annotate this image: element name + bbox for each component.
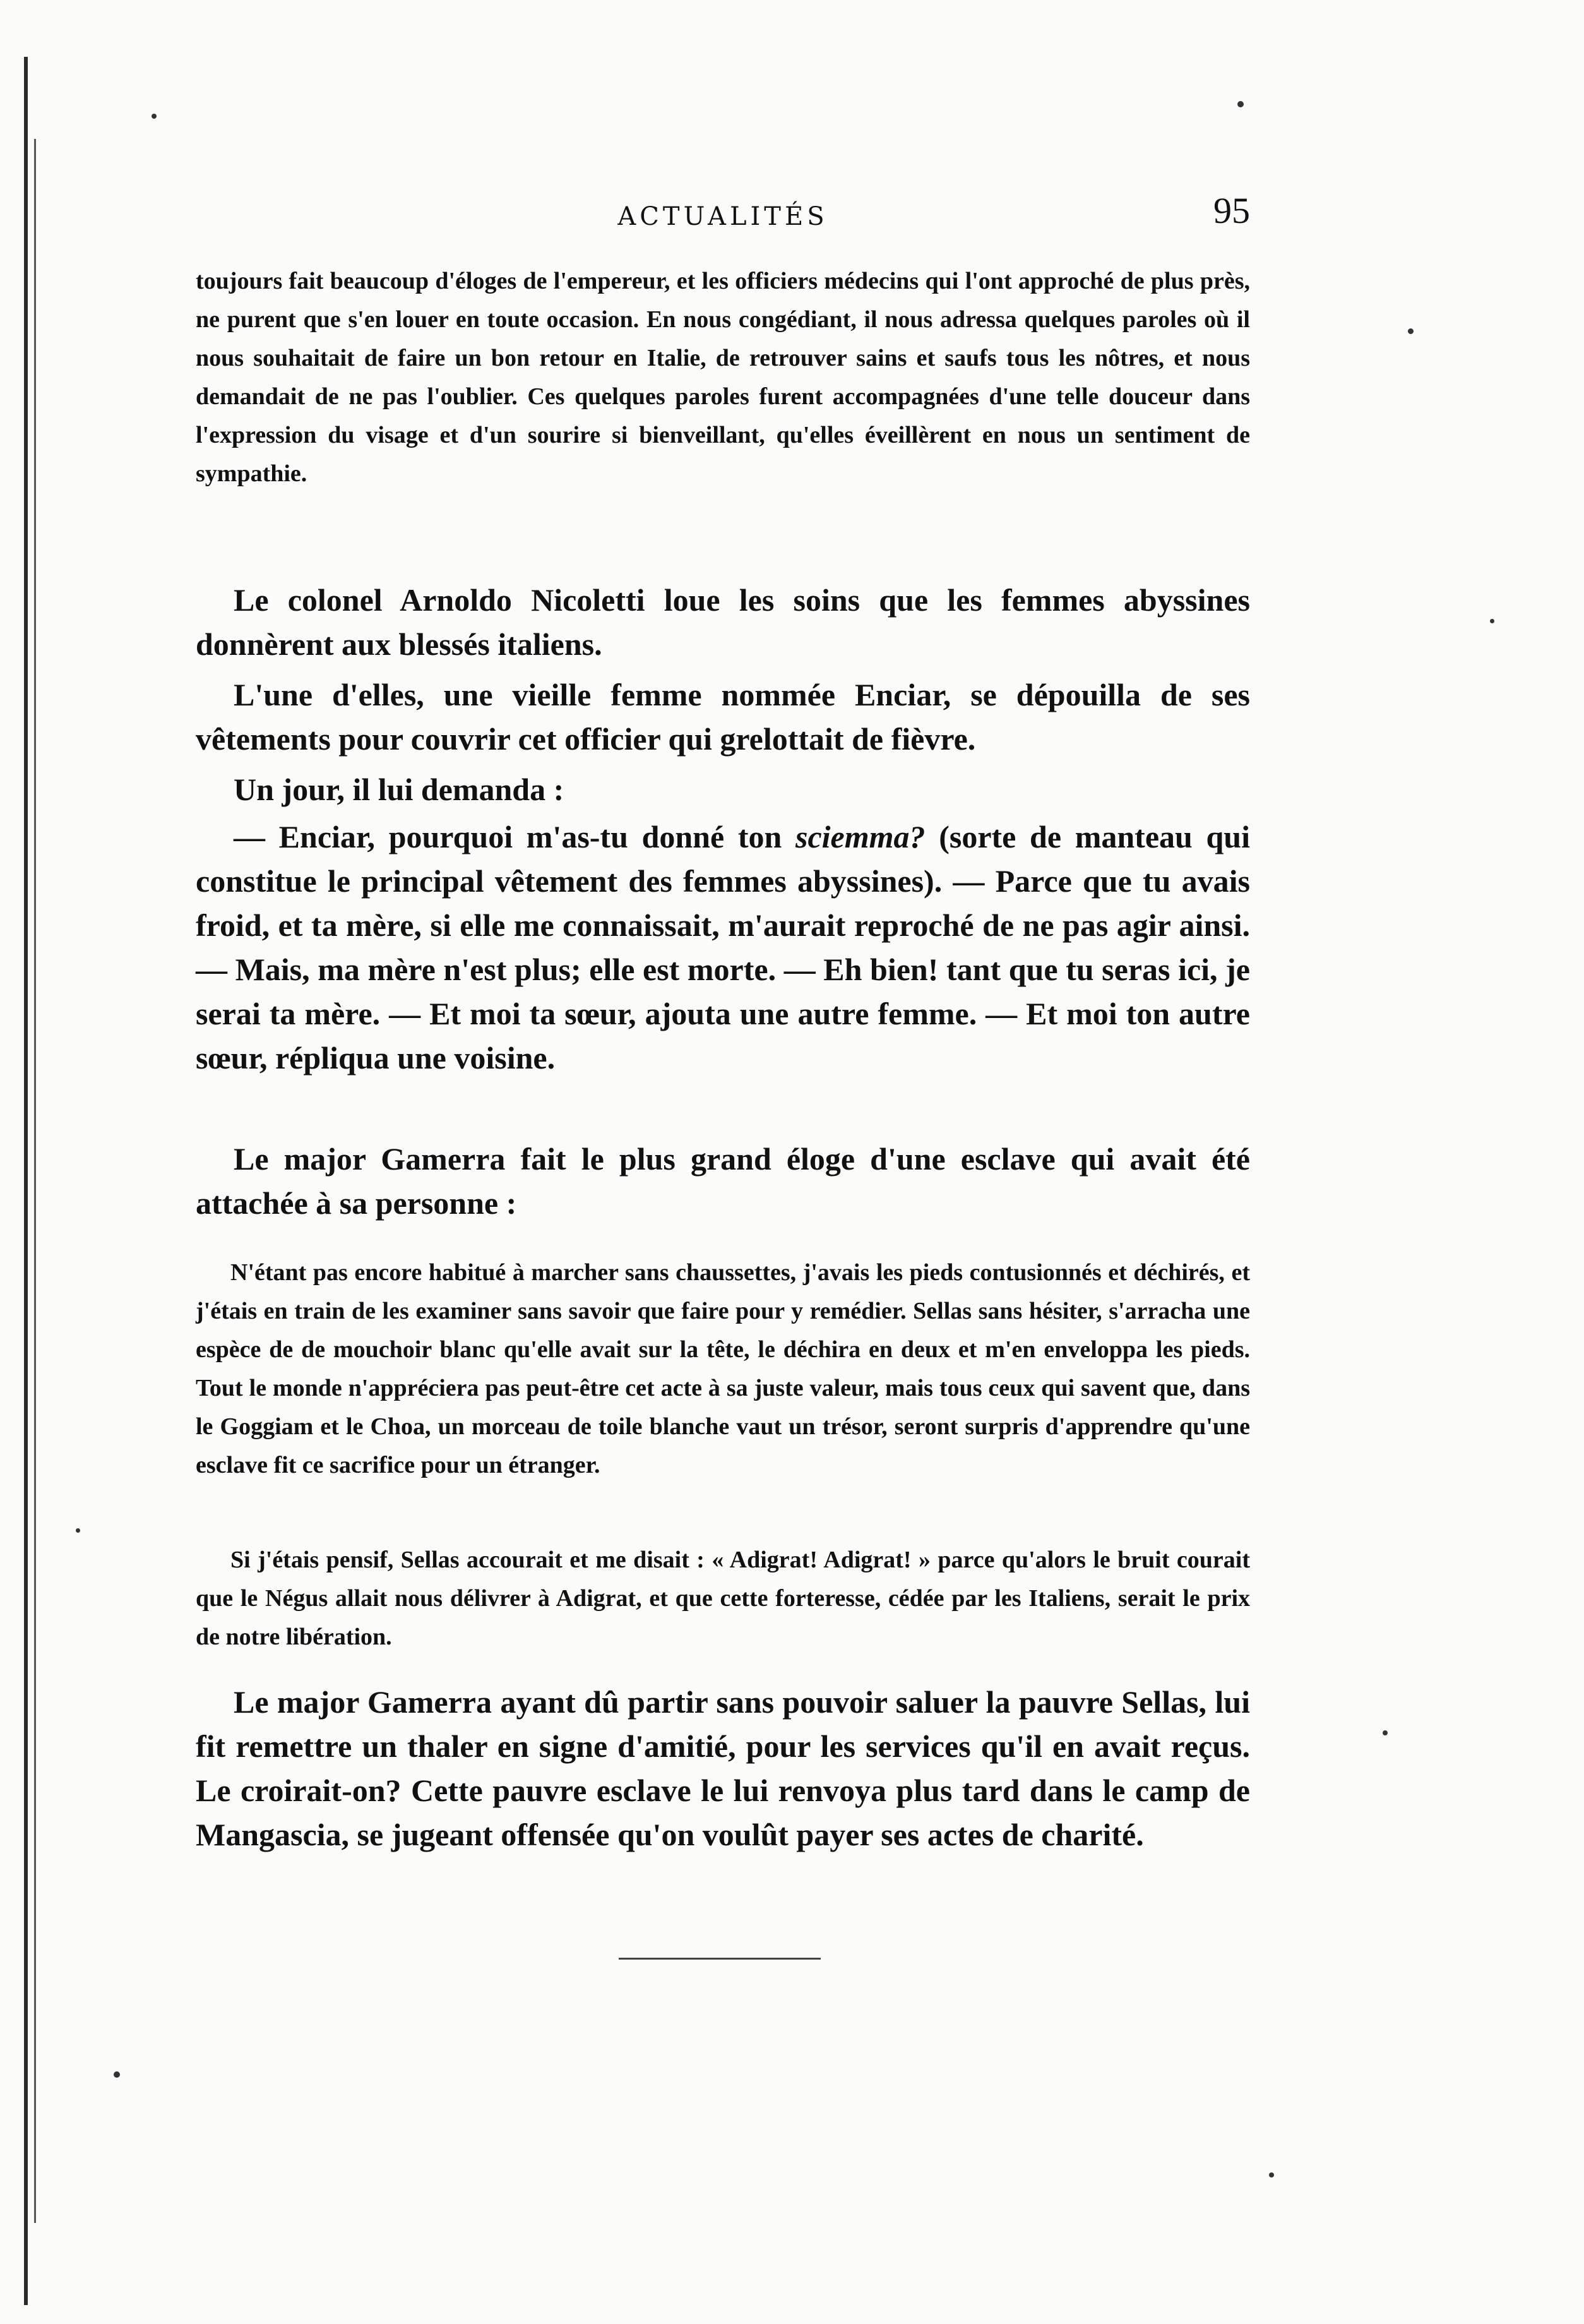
quotation-1-text: N'étant pas encore habitué à marcher sans chaussettes, j'avais les pieds contusionnés et déchirés, et j'étais en train de les examiner sans savoir que faire pour y remédier. Sellas sans hésiter, s'arracha une espèce de de mouchoir blanc qu'elle avait sur la tête, le déchira en deux et m'en enveloppa les pieds. Tout le monde n'appréciera pas peut-être cet acte à sa juste valeur, mais tous ceux qui savent que, dans le Goggiam et le Choa, un morceau de toile blanche vaut un trésor, seront surpris d'apprendre qu'une esclave fit ce sacrifice pour un étranger. [196,1259,1250,1478]
paragraph-7-text: Le major Gamerra ayant dû partir sans pouvoir saluer la pauvre Sellas, lui fit remettre un thaler en signe d'amitié, pour les services qu'il en avait reçus. Le croirait-on? Cette pauvre esclave le lui renvoya plus tard dans le camp de Mangascia, se jugeant offensée qu'on voulût payer ses actes de charité. [196,1684,1250,1852]
print-speck [1269,2172,1274,2177]
paragraph-4-text: Un jour, il lui demanda : [234,772,564,807]
print-speck [1408,328,1414,334]
paragraph-6-text: Le major Gamerra fait le plus grand éloge d'une esclave qui avait été attachée à sa personne : [196,1141,1250,1221]
paragraph-6 [196,1137,1250,1225]
dialogue-rest: (sorte de manteau qui constitue le principal vêtement des femmes abyssines). — Parce que tu avais froid, et ta mère, si elle me connaissait, m'aurait reproché de ne pas agir ainsi. — Mais, ma mère n'est plus; elle est morte. — Eh bien! tant que tu seras ici, je serai ta mère. — Et moi ta sœur, ajouta une autre femme. — Et moi ton autre sœur, répliqua une voisine. [196,819,1250,1075]
paragraph-3 [196,673,1250,761]
binding-edge-inner [34,139,36,2223]
print-speck [76,1528,80,1533]
page-number: 95 [1213,190,1250,231]
paragraph-3-text: L'une d'elles, une vieille femme nommée Enciar, se dépouilla de ses vêtements pour couvrir cet officier qui grelottait de fièvre. [196,677,1250,757]
paragraph-1 [196,262,1250,493]
paragraph-5-text [196,815,1250,1080]
sciemma-term: sciemma? [795,819,926,854]
paragraph-1-text: toujours fait beaucoup d'éloges de l'empereur, et les officiers médecins qui l'ont approché de plus près, ne purent que s'en louer en toute occasion. En nous congédiant, il nous adressa quelques paroles où il nous souhaitait de faire un bon retour en Italie, de retrouver sains et saufs tous les nôtres, et nous demandait de ne pas l'oublier. Ces quelques paroles furent accompagnées d'une telle douceur dans l'expression du visage et d'un sourire si bienveillant, qu'elles éveillèrent en nous un sentiment de sympathie. [196,268,1250,487]
print-speck [1383,1730,1388,1735]
print-speck [152,114,157,119]
quotation-2 [196,1541,1250,1656]
paragraph-5 [196,815,1250,1080]
paragraph-7 [196,1680,1250,1857]
print-speck [114,2071,120,2078]
dialogue-start: — Enciar, pourquoi m'as-tu donné ton [234,819,795,854]
paragraph-2-text: Le colonel Arnoldo Nicoletti loue les soins que les femmes abyssines donnèrent aux blessés italiens. [196,582,1250,662]
quotation-1 [196,1254,1250,1485]
paragraph-4 [196,767,1250,812]
quotation-2-text: Si j'étais pensif, Sellas accourait et me disait : « Adigrat! Adigrat! » parce qu'alors le bruit courait que le Négus allait nous délivrer à Adigrat, et que cette forteresse, cédée par les Italiens, serait le prix de notre libération. [196,1547,1250,1650]
footer-rule [619,1958,821,1960]
page-header [196,189,1250,246]
binding-edge [24,57,28,2305]
print-speck [1490,619,1494,623]
running-head: ACTUALITÉS [617,202,828,231]
print-speck [1237,101,1244,107]
paragraph-2 [196,578,1250,666]
